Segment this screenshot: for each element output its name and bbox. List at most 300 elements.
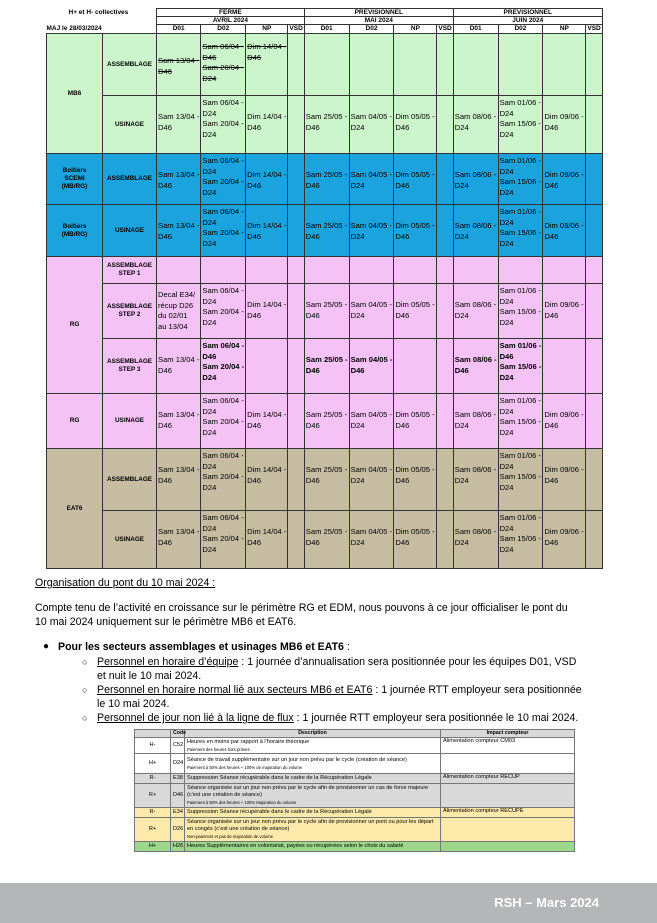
codes-desc-note: Paiement à 50% des heures + 100% de majoration du volume <box>187 764 303 770</box>
codes-header: Impact compteur <box>441 730 575 738</box>
schedule-cell <box>498 257 543 284</box>
codes-desc <box>185 808 441 818</box>
schedule-cell <box>201 154 246 205</box>
schedule-cell-text: Sam 06/04 - D46 Sam 20/04 - D24 <box>202 42 244 83</box>
maj-date: MAJ le 28/03/2024 <box>46 24 102 32</box>
schedule-cell-text: Sam 01/06 - D24 Sam 15/06 - D24 <box>499 98 541 139</box>
table-row <box>47 205 603 257</box>
schedule-cell <box>453 154 498 205</box>
schedule-cell <box>157 34 201 96</box>
schedule-cell <box>394 284 437 339</box>
schedule-cell <box>157 394 201 449</box>
schedule-cell <box>201 205 246 257</box>
schedule-cell <box>453 339 498 394</box>
schedule-cell <box>437 284 453 339</box>
sub-bullet-circle: ○ <box>82 713 88 723</box>
schedule-cell <box>288 154 304 205</box>
col-header: D01 <box>157 25 201 34</box>
bullet-dot: ● <box>43 641 50 652</box>
codes-header: Code <box>171 730 185 738</box>
codes-header: Description <box>185 730 441 738</box>
codes-row <box>135 818 575 842</box>
col-header: D02 <box>498 25 543 34</box>
schedule-cell <box>543 257 586 284</box>
group-label: Boitiers (MB/RG) <box>47 205 103 257</box>
codes-code: D46 <box>171 784 185 808</box>
schedule-cell <box>437 257 453 284</box>
codes-desc-main: Suppression Séance récupérable dans le cadre de la Récupération Légale <box>187 809 372 815</box>
schedule-cell-text: Sam 01/06 - D24 Sam 15/06 - D24 <box>499 286 541 327</box>
schedule-cell <box>586 154 602 205</box>
schedule-cell-text: Sam 06/04 - D24 Sam 20/04 - D24 <box>202 396 244 437</box>
schedule-cell <box>586 284 602 339</box>
schedule-cell-text: Sam 13/04 - D46 <box>158 527 200 547</box>
schedule-cell <box>586 394 602 449</box>
schedule-cell <box>586 257 602 284</box>
collectives-label: H+ et H- collectives <box>68 8 129 16</box>
sub-bullet-text: Personnel en horaire normal lié aux secteurs MB6 et EAT6 : 1 journée RTT employeur sera positionnée <box>97 684 582 696</box>
schedule-cell <box>543 394 586 449</box>
schedule-cell-text: Sam 08/06 - D46 <box>454 355 497 375</box>
schedule-cell <box>304 34 349 96</box>
schedule-cell <box>288 449 304 511</box>
col-header: NP <box>543 25 586 34</box>
schedule-cell <box>453 205 498 257</box>
paragraph-line: 10 mai 2024 uniquement sur le périmètre MB6 et EAT6. <box>35 616 297 628</box>
schedule-cell <box>543 339 586 394</box>
schedule-cell <box>437 449 453 511</box>
schedule-cell-text: Sam 25/05 - D46 <box>305 112 348 132</box>
codes-impact <box>441 842 575 852</box>
schedule-cell <box>157 205 201 257</box>
schedule-cell <box>437 394 453 449</box>
schedule-table <box>46 8 603 569</box>
sub-bullet-text: le 10 mai 2024. <box>97 698 170 710</box>
schedule-cell <box>349 394 394 449</box>
group-status: PREVISIONNEL <box>453 9 602 17</box>
codes-desc <box>185 818 441 842</box>
schedule-cell-text: Dim 09/06 - D46 <box>544 221 584 241</box>
schedule-cell <box>201 394 246 449</box>
schedule-cell-text: Sam 04/05 - D24 <box>350 300 392 320</box>
schedule-cell <box>349 205 394 257</box>
group-status: FERME <box>157 9 305 17</box>
schedule-cell <box>304 205 349 257</box>
schedule-cell <box>201 34 246 96</box>
codes-impact: Alimentation compteur RECUPE <box>441 808 575 818</box>
codes-table <box>134 729 575 852</box>
schedule-cell <box>349 257 394 284</box>
schedule-cell <box>157 339 201 394</box>
codes-code: E38 <box>171 774 185 784</box>
schedule-cell <box>586 96 602 154</box>
schedule-cell-text: Sam 25/05 - D46 <box>305 355 348 375</box>
schedule-cell <box>498 339 543 394</box>
table-row <box>47 257 603 284</box>
group-month: JUIN 2024 <box>453 17 602 25</box>
codes-row <box>135 774 575 784</box>
codes-sign: R- <box>135 808 171 818</box>
schedule-cell <box>288 511 304 569</box>
codes-sign: H+ <box>135 754 171 774</box>
schedule-cell-text: Sam 01/06 - D24 Sam 15/06 - D24 <box>499 396 541 437</box>
schedule-cell-text: Decal E34/ récup D26 du 02/01 au 13/04 <box>158 290 196 331</box>
codes-row <box>135 784 575 808</box>
row-label: ASSEMBLAGE <box>103 154 157 205</box>
schedule-cell <box>394 511 437 569</box>
schedule-cell-text: Sam 04/05 - D24 <box>350 221 392 241</box>
codes-desc <box>185 784 441 808</box>
schedule-cell-text: Sam 06/04 - D24 Sam 20/04 - D24 <box>202 207 244 248</box>
codes-desc-note: Non-paiement et pas de majoration de volume <box>187 834 273 839</box>
schedule-cell <box>453 96 498 154</box>
group-label: RG <box>47 257 103 394</box>
col-header: VSD <box>438 25 452 32</box>
col-header: NP <box>246 25 288 34</box>
schedule-cell <box>288 34 304 96</box>
schedule-cell-text: Sam 13/04 - D46 <box>158 410 200 430</box>
schedule-cell <box>437 511 453 569</box>
schedule-cell-text: Dim 14/04 - D46 <box>247 410 287 430</box>
schedule-cell-text: Sam 04/05 - D24 <box>350 112 392 132</box>
codes-row <box>135 754 575 774</box>
schedule-cell <box>453 34 498 96</box>
schedule-cell <box>453 257 498 284</box>
group-status: PREVISIONNEL <box>304 9 453 17</box>
schedule-cell <box>498 96 543 154</box>
schedule-cell-text: Sam 01/06 - D46 Sam 15/06 - D24 <box>499 341 542 382</box>
schedule-cell-text: Sam 06/04 - D24 Sam 20/04 - D24 <box>202 156 244 197</box>
col-header: D02 <box>201 25 246 34</box>
schedule-cell <box>157 154 201 205</box>
group-label: EAT6 <box>47 449 103 569</box>
codes-desc-main: Heures Supplémentaires en volontariat, payées ou récupérées selon le choix du salarié <box>187 843 404 849</box>
codes-sign: R- <box>135 774 171 784</box>
row-label: ASSEMBLAGE STEP 1 <box>103 257 157 284</box>
codes-header <box>135 730 171 738</box>
schedule-cell <box>157 449 201 511</box>
group-label: RG <box>47 394 103 449</box>
table-row <box>47 154 603 205</box>
table-row <box>47 394 603 449</box>
schedule-cell-text: Sam 13/04 - D46 <box>158 170 200 190</box>
schedule-cell <box>246 394 288 449</box>
schedule-cell-text: Sam 13/04 - D46 <box>158 465 200 485</box>
schedule-cell-text: Sam 25/05 - D46 <box>305 221 348 241</box>
row-label: USINAGE <box>103 511 157 569</box>
schedule-cell <box>394 154 437 205</box>
codes-code: C52 <box>171 738 185 754</box>
schedule-cell <box>288 257 304 284</box>
paragraph-line: Compte tenu de l’activité en croissance sur le périmètre RG et EDM, nous pouvons à ce jour officialiser le pont du <box>35 602 568 614</box>
sub-bullet-text: Personnel de jour non lié à la ligne de flux : 1 journée RTT employeur sera positionnée le 10 mai 2024. <box>97 712 579 724</box>
schedule-cell <box>288 96 304 154</box>
row-label: ASSEMBLAGE STEP 2 <box>103 284 157 339</box>
row-label: ASSEMBLAGE STEP 3 <box>103 339 157 394</box>
schedule-cell-text: Dim 14/04 - D46 <box>247 170 287 190</box>
table-row <box>47 34 603 96</box>
codes-desc-main: Suppression Séance récupérable dans le cadre de la Récupération Légale <box>187 775 372 781</box>
col-header: D01 <box>453 25 498 34</box>
schedule-cell <box>246 284 288 339</box>
schedule-cell <box>437 154 453 205</box>
schedule-cell <box>543 34 586 96</box>
codes-desc-note: Paiement des heures hors primes <box>187 746 250 752</box>
schedule-cell <box>246 96 288 154</box>
codes-sign: R+ <box>135 818 171 842</box>
schedule-cell <box>246 257 288 284</box>
codes-desc <box>185 842 441 852</box>
codes-sign: H- <box>135 738 171 754</box>
codes-desc <box>185 754 441 774</box>
schedule-cell <box>246 154 288 205</box>
schedule-cell-text: Sam 25/05 - D46 <box>305 410 348 430</box>
col-header: D01 <box>304 25 349 34</box>
schedule-cell-text: Dim 09/06 - D46 <box>544 410 584 430</box>
codes-code: H26 <box>171 842 185 852</box>
schedule-cell <box>304 449 349 511</box>
schedule-cell-text: Dim 05/05 - D46 <box>395 221 435 241</box>
schedule-cell-text: Sam 13/04 - D46 <box>158 355 200 375</box>
codes-impact <box>441 784 575 808</box>
schedule-cell-text: Dim 14/04 - D46 <box>247 221 287 241</box>
schedule-cell-text: Dim 14/04 - D46 <box>247 112 287 132</box>
schedule-cell <box>201 96 246 154</box>
schedule-cell <box>437 96 453 154</box>
codes-desc-main: Heures en moins par rapport à l’horaire théorique <box>187 738 310 745</box>
schedule-cell-text: Sam 08/06 - D24 <box>454 465 497 485</box>
schedule-cell <box>349 284 394 339</box>
schedule-cell <box>288 339 304 394</box>
schedule-cell <box>304 339 349 394</box>
schedule-cell-text: Sam 13/04 - D46 <box>158 112 200 132</box>
schedule-cell-text: Sam 01/06 - D24 Sam 15/06 - D24 <box>499 513 541 554</box>
schedule-cell <box>586 205 602 257</box>
schedule-cell <box>349 154 394 205</box>
schedule-cell-text: Dim 14/04 - D46 <box>247 527 287 547</box>
schedule-cell <box>246 449 288 511</box>
codes-desc-main: Séance organisée sur un jour non prévu par le cycle afin de provisionner un cas de force majeure (c’est une création de séance) <box>187 785 429 798</box>
schedule-cell <box>246 511 288 569</box>
schedule-cell <box>498 284 543 339</box>
schedule-cell-text: Dim 09/06 - D46 <box>544 170 584 190</box>
schedule-cell <box>157 96 201 154</box>
schedule-cell <box>349 96 394 154</box>
schedule-cell-text: Sam 08/06 - D24 <box>454 527 497 547</box>
codes-row <box>135 738 575 754</box>
codes-sign: R+ <box>135 784 171 808</box>
schedule-cell-text: Sam 06/04 - D24 Sam 20/04 - D24 <box>202 451 244 492</box>
schedule-cell <box>157 257 201 284</box>
codes-desc-note: Paiement à 50% des heures + 100% Majoration du volume <box>187 800 297 805</box>
section-title: Organisation du pont du 10 mai 2024 : <box>35 577 216 589</box>
schedule-cell <box>201 257 246 284</box>
schedule-cell <box>394 394 437 449</box>
schedule-cell <box>246 339 288 394</box>
schedule-cell-text: Dim 09/06 - D46 <box>544 465 584 485</box>
schedule-cell <box>437 34 453 96</box>
group-label: MB6 <box>47 34 103 154</box>
schedule-cell-text: Dim 05/05 - D46 <box>395 112 435 132</box>
schedule-cell <box>246 205 288 257</box>
col-header: NP <box>394 25 437 34</box>
codes-desc <box>185 774 441 784</box>
schedule-cell-text: Sam 01/06 - D24 Sam 15/06 - D24 <box>499 156 541 197</box>
group-month: MAI 2024 <box>304 17 453 25</box>
schedule-cell <box>246 34 288 96</box>
table-row <box>47 284 603 339</box>
schedule-cell <box>498 449 543 511</box>
schedule-cell-text: Dim 05/05 - D46 <box>395 465 435 485</box>
codes-code: D24 <box>171 754 185 774</box>
schedule-cell <box>304 154 349 205</box>
schedule-cell-text: Dim 14/04 - D46 <box>247 465 287 485</box>
schedule-cell-text: Sam 04/05 - D46 <box>350 355 393 375</box>
schedule-cell-text: Sam 25/05 - D46 <box>305 527 348 547</box>
sub-bullet-circle: ○ <box>82 685 88 695</box>
schedule-cell-text: Dim 05/05 - D46 <box>395 527 435 547</box>
schedule-cell-text: Dim 09/06 - D46 <box>544 112 584 132</box>
schedule-cell-text: Sam 06/04 - D46 Sam 20/04 - D24 <box>202 341 245 382</box>
schedule-cell-text: Sam 04/05 - D24 <box>350 527 392 547</box>
schedule-cell <box>543 96 586 154</box>
schedule-cell-text: Sam 25/05 - D46 <box>305 300 348 320</box>
schedule-cell <box>543 449 586 511</box>
row-label: ASSEMBLAGE <box>103 449 157 511</box>
row-label: ASSEMBLAGE <box>103 34 157 96</box>
schedule-cell <box>586 339 602 394</box>
schedule-cell-text: Dim 14/04 - D46 <box>247 300 287 320</box>
codes-desc-main: Séance organisée sur un jour non prévu par le cycle afin de provisionner un pont ou pour les départ en congés (c’est une création de séance) <box>187 819 434 832</box>
schedule-cell <box>453 511 498 569</box>
schedule-cell <box>288 284 304 339</box>
row-label: USINAGE <box>103 394 157 449</box>
schedule-cell <box>543 205 586 257</box>
schedule-cell <box>437 205 453 257</box>
codes-desc-main: Séance de travail supplémentaire sur un jour non prévu par le cycle (création de séance) <box>187 756 407 763</box>
schedule-cell <box>304 284 349 339</box>
schedule-cell-text: Sam 25/05 - D46 <box>305 170 348 190</box>
schedule-cell <box>394 34 437 96</box>
schedule-cell <box>586 449 602 511</box>
schedule-cell-text: Sam 08/06 - D24 <box>454 410 497 430</box>
schedule-cell <box>453 449 498 511</box>
schedule-cell <box>498 511 543 569</box>
codes-sign: H+ <box>135 842 171 852</box>
footer-text: RSH – Mars 2024 <box>494 895 599 910</box>
codes-impact: Alimentation compteur RECUP <box>441 774 575 784</box>
schedule-cell-text: Dim 05/05 - D46 <box>395 410 435 430</box>
table-row <box>47 449 603 511</box>
schedule-cell <box>157 511 201 569</box>
sub-bullet-circle: ○ <box>82 657 88 667</box>
schedule-cell <box>394 205 437 257</box>
schedule-cell-text: Dim 09/06 - D46 <box>544 300 584 320</box>
schedule-cell <box>304 394 349 449</box>
row-label: USINAGE <box>103 205 157 257</box>
schedule-cell <box>201 284 246 339</box>
codes-impact: Alimentation compteur CM03 <box>441 738 575 754</box>
schedule-cell <box>453 394 498 449</box>
schedule-cell <box>498 394 543 449</box>
schedule-cell-text: Sam 13/04 - D46 <box>158 56 200 76</box>
schedule-cell-text: Sam 08/06 - D24 <box>454 221 497 241</box>
schedule-cell-text: Sam 08/06 - D24 <box>454 170 497 190</box>
schedule-cell <box>304 511 349 569</box>
schedule-cell <box>304 96 349 154</box>
schedule-cell <box>201 339 246 394</box>
schedule-cell <box>304 257 349 284</box>
schedule-cell-text: Sam 08/06 - D24 <box>454 112 497 132</box>
schedule-cell-text: Sam 01/06 - D24 Sam 15/06 - D24 <box>499 207 541 248</box>
table-row <box>47 96 603 154</box>
footer-bar <box>0 883 657 923</box>
schedule-cell <box>394 257 437 284</box>
schedule-cell <box>437 339 453 394</box>
schedule-cell <box>288 394 304 449</box>
table-row <box>47 339 603 394</box>
codes-impact <box>441 754 575 774</box>
schedule-cell <box>543 284 586 339</box>
schedule-cell-text: Sam 04/05 - D24 <box>350 465 392 485</box>
schedule-cell <box>349 511 394 569</box>
schedule-cell <box>586 511 602 569</box>
codes-row <box>135 808 575 818</box>
schedule-cell-text: Sam 08/06 - D24 <box>454 300 497 320</box>
schedule-cell-text: Sam 04/05 - D24 <box>350 410 392 430</box>
schedule-cell <box>543 511 586 569</box>
schedule-cell-text: Dim 14/04 - D46 <box>247 42 287 62</box>
schedule-cell-text: Sam 13/04 - D46 <box>158 221 200 241</box>
schedule-cell <box>543 154 586 205</box>
col-header: D02 <box>349 25 394 34</box>
schedule-cell <box>498 154 543 205</box>
schedule-cell <box>349 449 394 511</box>
schedule-cell <box>394 96 437 154</box>
sub-bullet-text: Personnel en horaire d’équipe : 1 journée d’annualisation sera positionnée pour les équipes D01, VSD <box>97 656 577 668</box>
schedule-cell <box>288 205 304 257</box>
schedule-cell <box>201 449 246 511</box>
schedule-cell <box>498 205 543 257</box>
table-row <box>47 511 603 569</box>
row-label: USINAGE <box>103 96 157 154</box>
schedule-cell-text: Sam 01/06 - D24 Sam 15/06 - D24 <box>499 451 541 492</box>
sub-bullet-text: et nuit le 10 mai 2024. <box>97 670 202 682</box>
schedule-cell-text: Dim 09/06 - D46 <box>544 527 584 547</box>
codes-impact <box>441 818 575 842</box>
schedule-cell <box>586 34 602 96</box>
bullet-title: Pour les secteurs assemblages et usinages MB6 et EAT6 : <box>58 641 350 653</box>
schedule-cell-text: Sam 04/05 - D24 <box>350 170 392 190</box>
schedule-cell <box>349 34 394 96</box>
group-label: Boitiers SCEMI (MB/RG) <box>47 154 103 205</box>
schedule-cell <box>157 284 201 339</box>
codes-desc <box>185 738 441 754</box>
schedule-cell <box>394 339 437 394</box>
codes-code: E34 <box>171 808 185 818</box>
schedule-cell-text: Sam 25/05 - D46 <box>305 465 348 485</box>
schedule-cell-text: Dim 05/05 - D46 <box>395 300 435 320</box>
col-header: VSD <box>289 25 303 32</box>
schedule-cell-text: Sam 06/04 - D24 Sam 20/04 - D24 <box>202 98 244 139</box>
schedule-cell-text: Dim 05/05 - D46 <box>395 170 435 190</box>
schedule-cell <box>394 449 437 511</box>
col-header: VSD <box>587 25 601 32</box>
schedule-cell <box>349 339 394 394</box>
schedule-cell <box>453 284 498 339</box>
codes-row <box>135 842 575 852</box>
schedule-cell <box>201 511 246 569</box>
